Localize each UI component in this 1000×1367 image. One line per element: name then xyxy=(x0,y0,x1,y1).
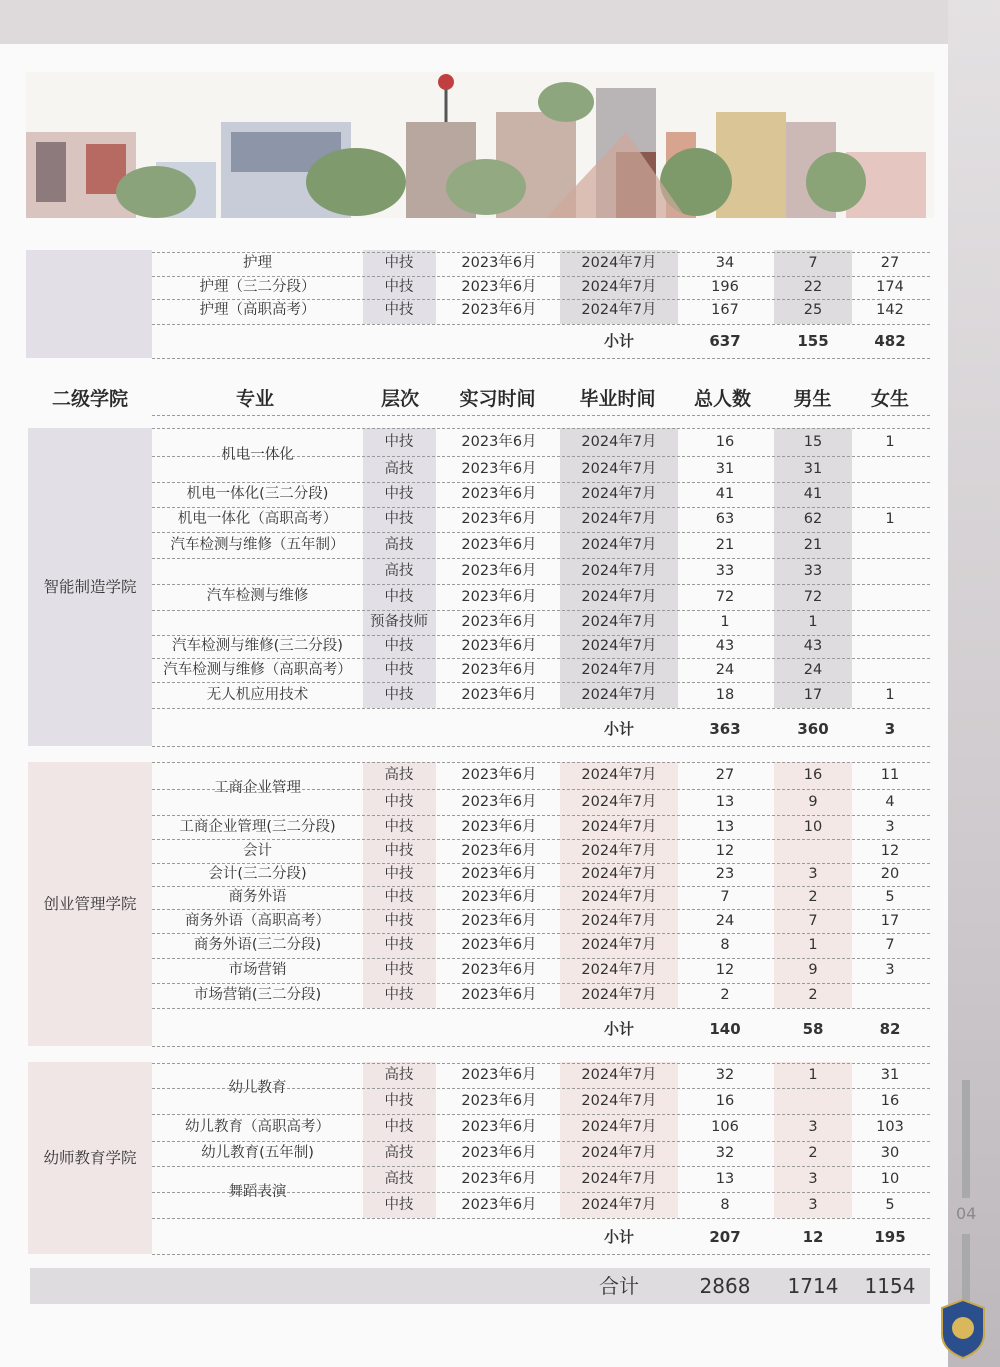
page-bar-top xyxy=(962,1080,970,1198)
major-name: 机电一体化(三二分段) xyxy=(186,486,329,502)
table-cell-intern: 2023年6月 xyxy=(461,889,537,905)
table-cell-total: 167 xyxy=(711,302,739,318)
table-cell-male: 22 xyxy=(803,279,823,295)
major-name: 商务外语(三二分段) xyxy=(193,937,322,953)
table-cell-level: 预备技师 xyxy=(370,614,428,630)
table-cell-female: 7 xyxy=(885,937,895,953)
table-cell-male: 10 xyxy=(803,819,823,835)
table-cell-total: 2 xyxy=(720,987,730,1003)
table-cell-grad: 2024年7月 xyxy=(581,987,657,1003)
table-cell-female: 20 xyxy=(880,866,900,882)
table-cell-intern: 2023年6月 xyxy=(461,866,537,882)
table-cell-male: 3 xyxy=(808,1171,818,1187)
table-cell-female xyxy=(852,610,928,635)
table-cell-male xyxy=(774,839,852,863)
table-cell-level: 中技 xyxy=(384,819,414,835)
table-cell-male xyxy=(774,1088,852,1114)
major-name: 无人机应用技术 xyxy=(206,687,309,703)
grand-total-label: 合计 xyxy=(599,1274,639,1298)
table-cell-grad: 2024年7月 xyxy=(581,1093,657,1109)
table-cell-level: 中技 xyxy=(384,638,414,654)
table-cell-female xyxy=(852,532,928,558)
college-name: 创业管理学院 xyxy=(43,895,137,913)
table-cell-level: 高技 xyxy=(384,461,414,477)
grand-total-male: 1714 xyxy=(787,1274,839,1298)
table-cell-total: 23 xyxy=(715,866,735,882)
table-cell-grad: 2024年7月 xyxy=(581,638,657,654)
major-name: 汽车检测与维修(三二分段) xyxy=(172,638,343,654)
table-cell-level: 高技 xyxy=(384,563,414,579)
table-cell-grad: 2024年7月 xyxy=(581,563,657,579)
college-name: 智能制造学院 xyxy=(43,578,137,596)
subtotal-female: 482 xyxy=(874,332,906,350)
header-intern-time: 实习时间 xyxy=(459,388,536,410)
table-cell-male: 1 xyxy=(808,937,818,953)
table-cell-grad: 2024年7月 xyxy=(581,589,657,605)
table-cell-level: 中技 xyxy=(384,662,414,678)
major-name: 机电一体化 xyxy=(221,447,294,463)
table-cell-grad: 2024年7月 xyxy=(581,537,657,553)
table-cell-intern: 2023年6月 xyxy=(461,937,537,953)
table-cell-total: 34 xyxy=(715,255,735,271)
row-divider xyxy=(152,746,930,747)
table-cell-level: 中技 xyxy=(384,302,414,318)
table-cell-male: 21 xyxy=(803,537,823,553)
major-name: 幼儿教育（高职高考） xyxy=(185,1119,330,1135)
table-cell-intern: 2023年6月 xyxy=(461,819,537,835)
table-cell-female: 5 xyxy=(885,889,895,905)
table-cell-male: 24 xyxy=(803,662,823,678)
table-cell-grad: 2024年7月 xyxy=(581,1171,657,1187)
table-cell-male: 2 xyxy=(808,1145,818,1161)
table-cell-intern: 2023年6月 xyxy=(461,962,537,978)
subtotal-label: 小计 xyxy=(603,720,634,738)
table-cell-total: 32 xyxy=(715,1067,735,1083)
table-cell-female: 103 xyxy=(876,1119,904,1135)
subtotal-total: 363 xyxy=(709,720,741,738)
table-cell-grad: 2024年7月 xyxy=(581,819,657,835)
table-cell-total: 63 xyxy=(715,511,735,527)
subtotal-label: 小计 xyxy=(603,332,634,350)
table-cell-male: 3 xyxy=(808,1197,818,1213)
table-cell-female: 17 xyxy=(880,913,900,929)
table-cell-grad: 2024年7月 xyxy=(581,794,657,810)
header-total: 总人数 xyxy=(693,388,751,410)
table-cell-female: 5 xyxy=(885,1197,895,1213)
table-cell-female: 3 xyxy=(885,819,895,835)
table-cell-intern: 2023年6月 xyxy=(461,563,537,579)
table-cell-intern: 2023年6月 xyxy=(461,687,537,703)
table-cell-total: 8 xyxy=(720,1197,730,1213)
table-cell-male: 1 xyxy=(808,614,818,630)
page-bar-bottom xyxy=(962,1234,970,1306)
table-cell-intern: 2023年6月 xyxy=(461,794,537,810)
table-cell-male: 41 xyxy=(803,486,823,502)
subtotal-male: 12 xyxy=(802,1228,824,1246)
table-cell-intern: 2023年6月 xyxy=(461,537,537,553)
table-cell-total: 72 xyxy=(715,589,735,605)
table-cell-intern: 2023年6月 xyxy=(461,767,537,783)
table-cell-female: 11 xyxy=(880,767,900,783)
table-cell-female: 4 xyxy=(885,794,895,810)
table-cell-intern: 2023年6月 xyxy=(461,913,537,929)
table-cell-total: 18 xyxy=(715,687,735,703)
table-cell-level: 中技 xyxy=(384,486,414,502)
table-cell-male: 62 xyxy=(803,511,823,527)
table-cell-female xyxy=(852,983,928,1008)
header-college: 二级学院 xyxy=(51,388,128,410)
table-cell-intern: 2023年6月 xyxy=(461,987,537,1003)
header-divider xyxy=(152,415,930,416)
table-cell-male: 2 xyxy=(808,987,818,1003)
table-cell-level: 中技 xyxy=(384,255,414,271)
table-cell-intern: 2023年6月 xyxy=(461,511,537,527)
table-cell-male: 33 xyxy=(803,563,823,579)
table-cell-level: 中技 xyxy=(384,962,414,978)
major-name: 会计 xyxy=(243,843,272,859)
table-cell-female: 1 xyxy=(885,511,895,527)
table-cell-total: 12 xyxy=(715,843,735,859)
table-cell-intern: 2023年6月 xyxy=(461,662,537,678)
subtotal-total: 140 xyxy=(709,1020,741,1038)
table-cell-grad: 2024年7月 xyxy=(581,767,657,783)
major-name: 工商企业管理 xyxy=(214,780,301,796)
subtotal-female: 3 xyxy=(884,720,896,738)
table-cell-intern: 2023年6月 xyxy=(461,843,537,859)
table-cell-grad: 2024年7月 xyxy=(581,614,657,630)
table-cell-grad: 2024年7月 xyxy=(581,913,657,929)
table-cell-intern: 2023年6月 xyxy=(461,1171,537,1187)
table-cell-total: 13 xyxy=(715,794,735,810)
table-cell-male: 72 xyxy=(803,589,823,605)
table-cell-grad: 2024年7月 xyxy=(581,962,657,978)
table-cell-total: 106 xyxy=(711,1119,739,1135)
table-cell-level: 中技 xyxy=(384,794,414,810)
school-badge-icon xyxy=(938,1298,988,1360)
table-cell-male: 16 xyxy=(803,767,823,783)
table-cell-total: 41 xyxy=(715,486,735,502)
table-cell-level: 中技 xyxy=(384,937,414,953)
table-cell-level: 中技 xyxy=(384,434,414,450)
table-cell-male: 7 xyxy=(808,913,818,929)
table-cell-intern: 2023年6月 xyxy=(461,614,537,630)
table-cell-total: 16 xyxy=(715,434,735,450)
row-divider xyxy=(152,1254,930,1255)
table-cell-intern: 2023年6月 xyxy=(461,1067,537,1083)
table-cell-total: 196 xyxy=(711,279,739,295)
table-cell-female xyxy=(852,584,928,610)
table-cell-level: 中技 xyxy=(384,687,414,703)
subtotal-male: 360 xyxy=(797,720,829,738)
grand-total-total: 2868 xyxy=(699,1274,751,1298)
table-cell-level: 中技 xyxy=(384,589,414,605)
table-cell-total: 33 xyxy=(715,563,735,579)
table-cell-total: 24 xyxy=(715,662,735,678)
major-name: 机电一体化（高职高考） xyxy=(177,511,338,527)
table-cell-level: 中技 xyxy=(384,889,414,905)
table-cell-male: 1 xyxy=(808,1067,818,1083)
major-name: 商务外语（高职高考） xyxy=(185,913,330,929)
table-cell-intern: 2023年6月 xyxy=(461,486,537,502)
table-cell-grad: 2024年7月 xyxy=(581,1145,657,1161)
major-name: 汽车检测与维修（高职高考） xyxy=(163,662,352,678)
table-cell-grad: 2024年7月 xyxy=(581,866,657,882)
row-divider xyxy=(152,324,930,325)
table-cell-total: 1 xyxy=(720,614,730,630)
table-cell-female: 27 xyxy=(880,255,900,271)
table-cell-grad: 2024年7月 xyxy=(581,511,657,527)
table-cell-female: 174 xyxy=(876,279,904,295)
table-cell-male: 3 xyxy=(808,1119,818,1135)
major-name: 商务外语 xyxy=(228,889,287,905)
table-cell-total: 7 xyxy=(720,889,730,905)
subtotal-total: 637 xyxy=(709,332,741,350)
subtotal-total: 207 xyxy=(709,1228,741,1246)
major-name: 市场营销(三二分段) xyxy=(193,987,322,1003)
table-cell-grad: 2024年7月 xyxy=(581,279,657,295)
subtotal-label: 小计 xyxy=(603,1228,634,1246)
table-cell-female xyxy=(852,482,928,507)
row-divider xyxy=(152,1046,930,1047)
table-cell-male: 31 xyxy=(803,461,823,477)
table-cell-grad: 2024年7月 xyxy=(581,1119,657,1135)
table-cell-grad: 2024年7月 xyxy=(581,461,657,477)
major-name: 幼儿教育 xyxy=(228,1080,287,1096)
table-cell-grad: 2024年7月 xyxy=(581,843,657,859)
major-name: 会计(三二分段) xyxy=(208,866,307,882)
table-cell-grad: 2024年7月 xyxy=(581,937,657,953)
table-cell-intern: 2023年6月 xyxy=(461,434,537,450)
table-cell-grad: 2024年7月 xyxy=(581,1067,657,1083)
table-cell-level: 中技 xyxy=(384,279,414,295)
table-cell-grad: 2024年7月 xyxy=(581,662,657,678)
row-divider xyxy=(152,708,930,709)
table-cell-total: 12 xyxy=(715,962,735,978)
table-cell-total: 27 xyxy=(715,767,735,783)
table-cell-level: 高技 xyxy=(384,767,414,783)
row-divider xyxy=(152,1008,930,1009)
table-cell-total: 8 xyxy=(720,937,730,953)
subtotal-label: 小计 xyxy=(603,1020,634,1038)
table-cell-level: 中技 xyxy=(384,1119,414,1135)
table-cell-intern: 2023年6月 xyxy=(461,1145,537,1161)
major-name: 工商企业管理(三二分段) xyxy=(179,819,336,835)
table-cell-female: 1 xyxy=(885,687,895,703)
major-name: 汽车检测与维修 xyxy=(206,588,309,604)
table-cell-female: 30 xyxy=(880,1145,900,1161)
major-name: 汽车检测与维修（五年制） xyxy=(170,537,345,553)
table-cell-intern: 2023年6月 xyxy=(461,1119,537,1135)
table-cell-total: 43 xyxy=(715,638,735,654)
table-cell-level: 中技 xyxy=(384,913,414,929)
table-cell-grad: 2024年7月 xyxy=(581,486,657,502)
table-cell-grad: 2024年7月 xyxy=(581,687,657,703)
table-cell-total: 31 xyxy=(715,461,735,477)
table-cell-total: 13 xyxy=(715,1171,735,1187)
table-cell-female: 12 xyxy=(880,843,900,859)
table-cell-female: 142 xyxy=(876,302,904,318)
table-cell-male: 17 xyxy=(803,687,823,703)
table-cell-total: 13 xyxy=(715,819,735,835)
table-cell-grad: 2024年7月 xyxy=(581,255,657,271)
table-cell-intern: 2023年6月 xyxy=(461,302,537,318)
grand-total-female: 1154 xyxy=(864,1274,916,1298)
table-cell-level: 中技 xyxy=(384,1093,414,1109)
header-male: 男生 xyxy=(793,388,832,410)
table-cell-total: 21 xyxy=(715,537,735,553)
table-cell-intern: 2023年6月 xyxy=(461,638,537,654)
subtotal-male: 155 xyxy=(797,332,829,350)
table-cell-level: 中技 xyxy=(384,987,414,1003)
major-name: 市场营销 xyxy=(228,962,287,978)
table-cell-total: 16 xyxy=(715,1093,735,1109)
table-cell-male: 9 xyxy=(808,794,818,810)
table-cell-total: 32 xyxy=(715,1145,735,1161)
table-cell-female: 31 xyxy=(880,1067,900,1083)
major-name: 舞蹈表演 xyxy=(228,1184,287,1200)
major-name: 幼儿教育(五年制) xyxy=(201,1145,314,1161)
table-cell-female: 3 xyxy=(885,962,895,978)
subtotal-male: 58 xyxy=(802,1020,824,1038)
table-cell-grad: 2024年7月 xyxy=(581,889,657,905)
row-divider xyxy=(152,358,930,359)
table-cell-grad: 2024年7月 xyxy=(581,1197,657,1213)
table-cell-male: 3 xyxy=(808,866,818,882)
header-level: 层次 xyxy=(380,388,419,410)
college-block-top xyxy=(26,250,152,358)
table-cell-level: 高技 xyxy=(384,1067,414,1083)
table-cell-female: 16 xyxy=(880,1093,900,1109)
subtotal-female: 195 xyxy=(874,1228,906,1246)
table-cell-level: 中技 xyxy=(384,843,414,859)
header-female: 女生 xyxy=(870,388,909,410)
college-name: 幼师教育学院 xyxy=(43,1149,137,1167)
table-cell-intern: 2023年6月 xyxy=(461,255,537,271)
page-number: 04 xyxy=(956,1204,977,1223)
table-cell-female xyxy=(852,635,928,658)
table-cell-major: 护理（高职高考） xyxy=(199,302,316,318)
header-major: 专业 xyxy=(235,388,274,410)
table-cell-male: 15 xyxy=(803,434,823,450)
subtotal-female: 82 xyxy=(879,1020,901,1038)
table-cell-male: 25 xyxy=(803,302,823,318)
table-cell-level: 中技 xyxy=(384,866,414,882)
table-cell-male: 7 xyxy=(808,255,818,271)
row-divider xyxy=(152,1218,930,1219)
table-cell-male: 43 xyxy=(803,638,823,654)
header-grad-time: 毕业时间 xyxy=(579,388,656,410)
table-cell-female xyxy=(852,658,928,682)
table-cell-level: 高技 xyxy=(384,1145,414,1161)
table-cell-intern: 2023年6月 xyxy=(461,279,537,295)
table-cell-major: 护理 xyxy=(243,255,272,271)
table-cell-major: 护理（三二分段） xyxy=(199,279,316,295)
table-cell-female xyxy=(852,456,928,482)
table-cell-level: 中技 xyxy=(384,511,414,527)
table-cell-level: 中技 xyxy=(384,1197,414,1213)
table-cell-grad: 2024年7月 xyxy=(581,434,657,450)
table-cell-female: 10 xyxy=(880,1171,900,1187)
table-cell-grad: 2024年7月 xyxy=(581,302,657,318)
table-cell-male: 9 xyxy=(808,962,818,978)
table-cell-level: 高技 xyxy=(384,537,414,553)
table-cell-intern: 2023年6月 xyxy=(461,1197,537,1213)
table-cell-total: 24 xyxy=(715,913,735,929)
table-cell-intern: 2023年6月 xyxy=(461,461,537,477)
table-cell-intern: 2023年6月 xyxy=(461,589,537,605)
table-cell-female xyxy=(852,558,928,584)
table-cell-level: 高技 xyxy=(384,1171,414,1187)
table-cell-female: 1 xyxy=(885,434,895,450)
table-cell-intern: 2023年6月 xyxy=(461,1093,537,1109)
table-cell-male: 2 xyxy=(808,889,818,905)
